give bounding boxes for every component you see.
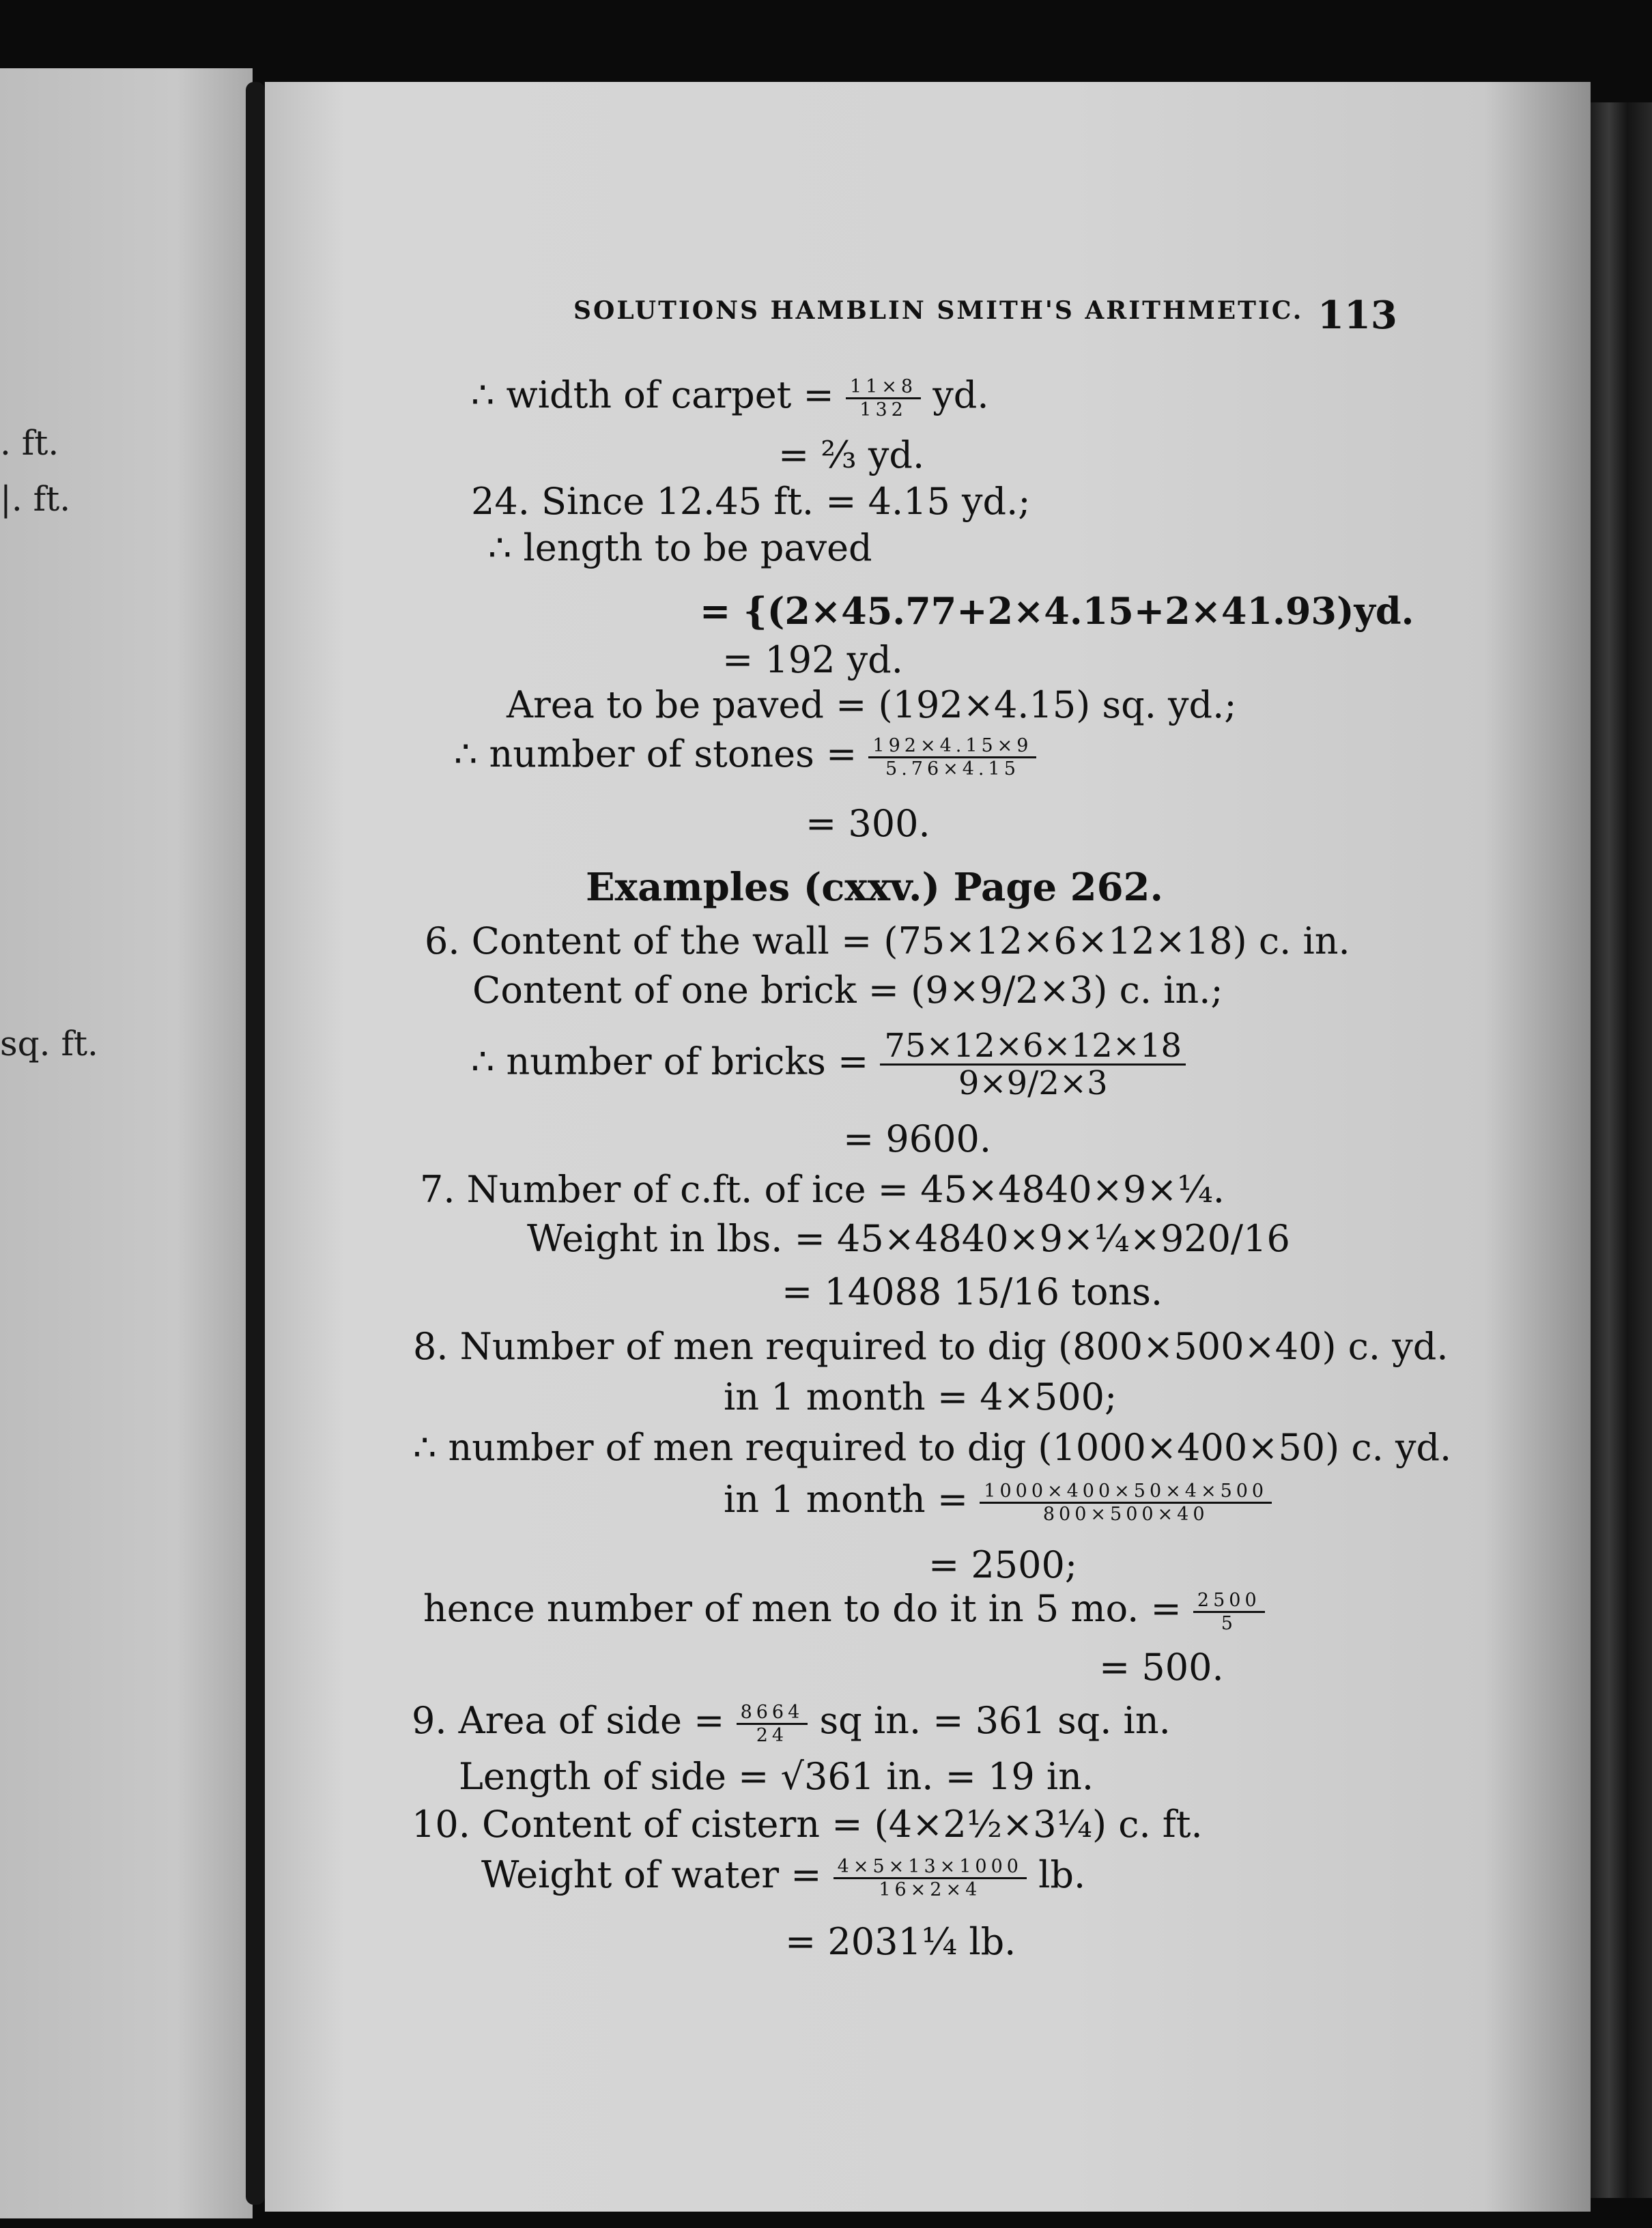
numerator: 4×5×13×1000 bbox=[834, 1857, 1027, 1879]
problem-8: 8. Number of men required to dig (800×500×40) c. yd. bbox=[413, 1325, 1449, 1368]
numerator: 75×12×6×12×18 bbox=[880, 1029, 1186, 1066]
fraction bbox=[846, 377, 921, 419]
left-page-fragment: |. ft. bbox=[0, 479, 71, 519]
denominator: 9×9/2×3 bbox=[958, 1064, 1108, 1102]
problem-6: 6. Content of the wall = (75×12×6×12×18) c. in. bbox=[425, 919, 1350, 962]
solution-line: = 2031¼ lb. bbox=[785, 1920, 1016, 1963]
solution-line: = 14088 15/16 tons. bbox=[782, 1270, 1163, 1313]
left-page-fragment: sq. ft. bbox=[0, 1024, 98, 1063]
text: ∴ width of carpet = bbox=[471, 373, 834, 416]
book-spine bbox=[246, 82, 265, 2205]
fraction bbox=[1193, 1591, 1265, 1633]
solution-line bbox=[454, 732, 1036, 780]
solution-line: = {(2×45.77+2×4.15+2×41.93)yd. bbox=[700, 589, 1414, 633]
fraction bbox=[980, 1482, 1272, 1524]
solution-line bbox=[471, 373, 989, 420]
text: ∴ number of bricks = bbox=[471, 1040, 869, 1083]
unit: lb. bbox=[1038, 1853, 1086, 1896]
text: sq in. = 361 sq. in. bbox=[819, 1699, 1171, 1742]
text: hence number of men to do it in 5 mo. = bbox=[423, 1587, 1182, 1630]
text: Weight of water = bbox=[481, 1853, 822, 1896]
solution-line: = ⅔ yd. bbox=[778, 433, 925, 476]
solution-line: Area to be paved = (192×4.15) sq. yd.; bbox=[507, 683, 1237, 726]
left-page-fragment: . ft. bbox=[0, 423, 59, 463]
fraction bbox=[737, 1703, 808, 1745]
page-number: 113 bbox=[1318, 293, 1397, 338]
numerator: 1000×400×50×4×500 bbox=[980, 1482, 1272, 1504]
numerator: 8664 bbox=[737, 1703, 808, 1725]
denominator: 5.76×4.15 bbox=[885, 758, 1020, 780]
solution-line: = 2500; bbox=[928, 1543, 1078, 1586]
left-page bbox=[0, 68, 253, 2218]
solution-line: = 192 yd. bbox=[722, 638, 903, 681]
solution-line: Length of side = √361 in. = 19 in. bbox=[459, 1755, 1094, 1798]
section-heading: Examples (cxxv.) Page 262. bbox=[586, 865, 1164, 910]
running-header: SOLUTIONS HAMBLIN SMITH'S ARITHMETIC. bbox=[573, 296, 1304, 325]
solution-line: Weight in lbs. = 45×4840×9×¼×920/16 bbox=[527, 1217, 1290, 1260]
problem-24: 24. Since 12.45 ft. = 4.15 yd.; bbox=[471, 480, 1031, 523]
solution-line: ∴ length to be paved bbox=[488, 526, 872, 569]
solution-line: = 300. bbox=[806, 802, 930, 845]
unit: yd. bbox=[932, 373, 989, 416]
problem-7: 7. Number of c.ft. of ice = 45×4840×9×¼. bbox=[420, 1168, 1225, 1211]
text: 9. Area of side = bbox=[412, 1699, 725, 1742]
page-edge-shadow bbox=[1591, 102, 1652, 2198]
solution-line bbox=[481, 1853, 1086, 1900]
solution-line: in 1 month = 4×500; bbox=[724, 1375, 1117, 1418]
solution-line bbox=[423, 1587, 1265, 1634]
numerator: 192×4.15×9 bbox=[868, 737, 1036, 758]
denominator: 5 bbox=[1221, 1612, 1237, 1634]
denominator: 24 bbox=[756, 1724, 788, 1746]
solution-line: = 9600. bbox=[843, 1117, 992, 1160]
solution-line: ∴ number of men required to dig (1000×400×50) c. yd. bbox=[413, 1426, 1452, 1469]
fraction bbox=[868, 734, 1036, 780]
denominator: 800×500×40 bbox=[1042, 1503, 1209, 1525]
numerator: 11×8 bbox=[846, 377, 921, 399]
solution-line bbox=[471, 1029, 1186, 1100]
solution-line: Content of one brick = (9×9/2×3) c. in.; bbox=[472, 969, 1223, 1012]
text: ∴ number of stones = bbox=[454, 732, 857, 775]
denominator: 132 bbox=[859, 399, 907, 420]
denominator: 16×2×4 bbox=[879, 1879, 982, 1900]
solution-line: = 500. bbox=[1099, 1646, 1224, 1689]
problem-9 bbox=[412, 1699, 1171, 1746]
solution-line bbox=[724, 1478, 1272, 1525]
fraction bbox=[880, 1029, 1186, 1100]
numerator: 2500 bbox=[1193, 1591, 1265, 1613]
fraction bbox=[834, 1857, 1027, 1899]
problem-10: 10. Content of cistern = (4×2½×3¼) c. ft. bbox=[412, 1803, 1203, 1846]
text: in 1 month = bbox=[724, 1478, 969, 1521]
